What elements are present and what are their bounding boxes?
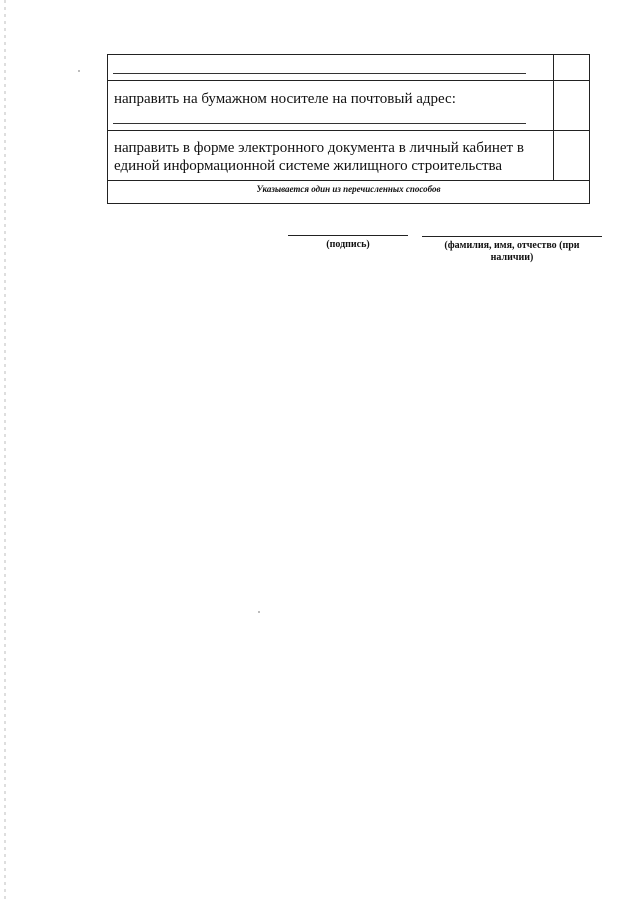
table-row-note [108,181,589,203]
full-name-caption [432,240,592,264]
option-checkbox-electronic[interactable] [553,131,589,180]
full-name-caption-line1: (фамилия, имя, отчество (при [444,240,580,251]
selection-note: Указывается один из перечисленных способов [256,184,441,194]
option-checkbox-blank[interactable] [553,55,589,80]
option-checkbox-paper[interactable] [553,81,589,130]
blank-fill-line[interactable] [113,73,526,74]
scan-edge-artifact [4,0,6,899]
scan-speck [78,70,80,72]
table-row-paper [108,81,589,131]
scan-speck [258,611,260,613]
full-name-caption-line2: наличии) [490,252,534,263]
postal-address-fill-line[interactable] [113,123,526,124]
option-electronic-label-line1: направить в форме электронного документа в личный кабинет в [114,140,524,156]
option-paper-label: направить на бумажном носителе на почтовый адрес: [114,91,456,107]
table-row-blank [108,55,589,81]
signature-caption: (подпись) [326,239,370,250]
signature-line[interactable] [288,235,408,236]
option-electronic-label-line2: единой информационной системе жилищного строительства [114,158,503,174]
option-electronic-label [114,139,524,175]
table-row-electronic [108,131,589,181]
delivery-method-table [107,54,590,204]
full-name-line[interactable] [422,236,602,237]
